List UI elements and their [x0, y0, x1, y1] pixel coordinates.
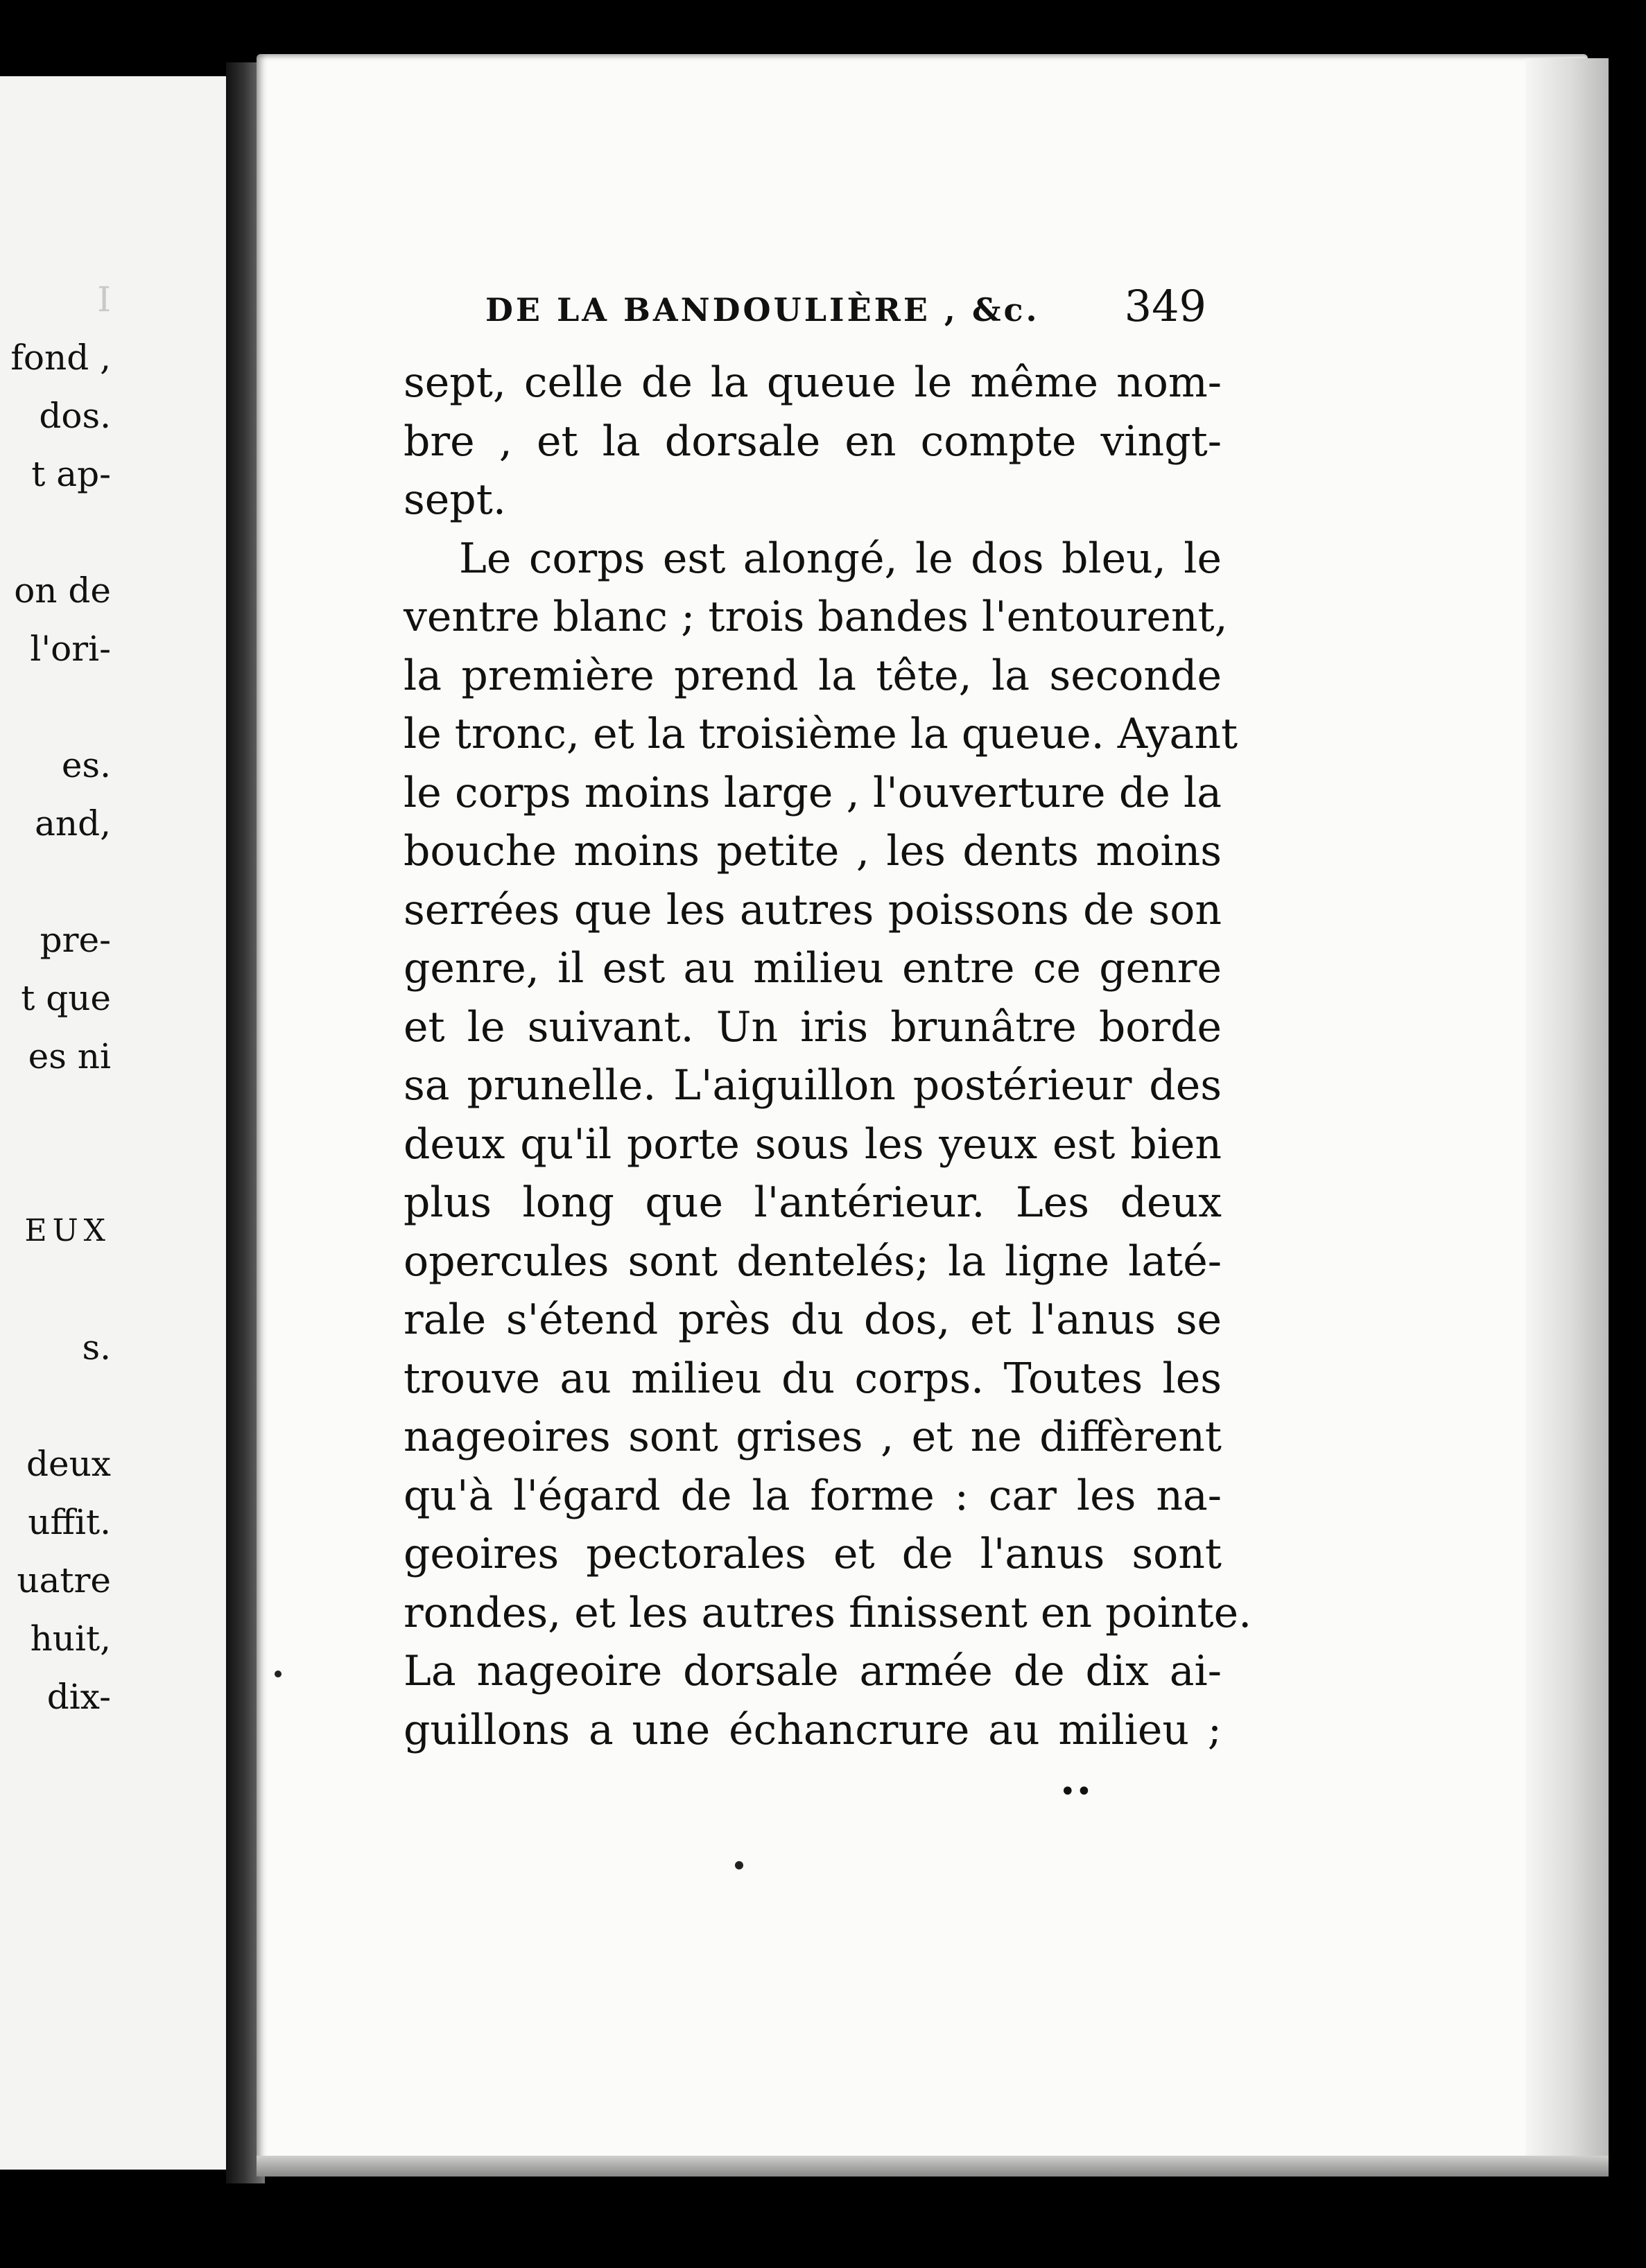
text-line: La nageoire dorsale armée de dix ai-: [404, 1647, 1222, 1695]
left-page-line: [0, 1144, 111, 1202]
page-edge: [1525, 58, 1609, 2165]
text-line: deux qu'il porte sous les yeux est bien: [404, 1119, 1222, 1169]
text-line: et le suivant. Un iris brunâtre borde: [404, 1002, 1222, 1052]
text-line: sa prunelle. L'aiguillon postérieur des: [404, 1061, 1222, 1110]
text-line: trouve au milieu du corps. Toutes les: [404, 1354, 1222, 1403]
left-page-line: and,: [35, 803, 111, 844]
ink-speck: [735, 1861, 743, 1869]
left-page-line: [0, 853, 111, 911]
text-line: rale s'étend près du dos, et l'anus se: [404, 1296, 1222, 1344]
left-page-line: t ap-: [31, 454, 111, 494]
text-line: opercules sont dentelés; la ligne laté-: [404, 1237, 1222, 1286]
left-page-line: deux: [26, 1444, 111, 1484]
text-line: nageoires sont grises , et ne diffèrent: [404, 1413, 1222, 1461]
left-page-line: [0, 503, 111, 561]
text-line: Le corps est alongé, le dos bleu, le: [459, 534, 1222, 583]
page-number: 349: [1124, 281, 1206, 331]
running-header: [485, 281, 1206, 336]
text-line: le corps moins large , l'ouverture de la: [404, 768, 1222, 817]
text-line: bre , et la dorsale en compte vingt-: [404, 417, 1222, 466]
left-page-line: [0, 1260, 111, 1318]
left-page-line: t que: [21, 978, 111, 1018]
text-line: le tronc, et la troisième la queue. Ayant: [404, 710, 1238, 758]
left-page-text: [0, 270, 111, 1726]
left-page-line: fond ,: [10, 338, 111, 378]
text-line: geoires pectorales et de l'anus sont: [404, 1530, 1222, 1578]
body-text: [404, 354, 1252, 1759]
text-line: sept, celle de la queue le même nom-: [404, 358, 1222, 407]
running-title: DE LA BANDOULIÈRE , &c.: [485, 291, 1040, 329]
left-page-line: pre-: [40, 920, 111, 960]
left-page-line: huit,: [30, 1619, 111, 1659]
left-page-line: I: [97, 279, 111, 320]
left-page-line: EUX: [24, 1213, 111, 1248]
text-line: qu'à l'égard de la forme : car les na-: [404, 1471, 1222, 1520]
left-page-line: [0, 678, 111, 736]
text-line: guillons a une échancrure au milieu ;: [404, 1705, 1222, 1754]
left-page-line: dix-: [46, 1677, 111, 1717]
text-line: ventre blanc ; trois bandes l'entourent,: [404, 593, 1228, 641]
left-page-line: es ni: [28, 1036, 111, 1076]
left-page-line: s.: [82, 1327, 111, 1368]
text-line: sept.: [404, 476, 506, 524]
signature-mark: ••: [1059, 1776, 1093, 1808]
text-line: rondes, et les autres finissent en pointe.: [404, 1588, 1252, 1637]
text-line: la première prend la tête, la seconde: [404, 651, 1222, 700]
left-page-line: es.: [61, 745, 111, 785]
left-page-line: on de: [14, 570, 111, 611]
left-page-line: [0, 1085, 111, 1144]
left-page-line: [0, 1377, 111, 1435]
left-page-line: uffit.: [28, 1502, 111, 1542]
text-line: serrées que les autres poissons de son: [404, 885, 1222, 934]
text-line: plus long que l'antérieur. Les deux: [404, 1178, 1222, 1227]
text-line: genre, il est au milieu entre ce genre: [404, 944, 1222, 993]
left-page-line: l'ori-: [30, 629, 111, 669]
bottom-page-edge: [257, 2156, 1609, 2177]
left-page-line: dos.: [39, 396, 111, 436]
left-page-line: uatre: [17, 1560, 111, 1600]
text-line: bouche moins petite , les dents moins: [404, 827, 1222, 875]
ink-speck: [275, 1671, 281, 1677]
